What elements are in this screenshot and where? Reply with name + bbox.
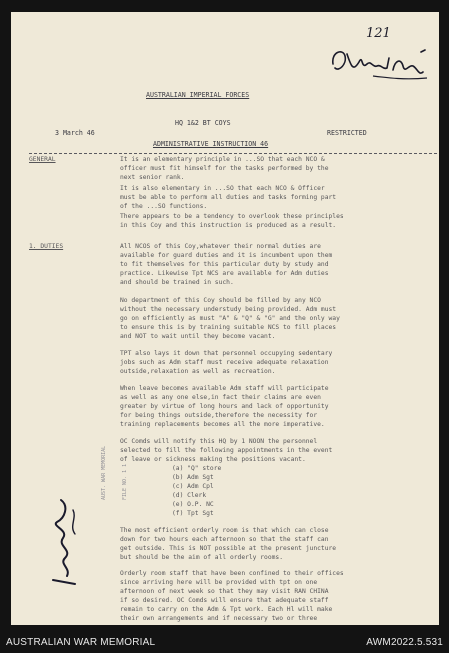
classification: RESTRICTED: [327, 129, 367, 137]
closing-para-2-line-4: if so desired. OC Comds will ensure that adequate staff: [120, 597, 329, 604]
closing-para-1-line-4: but should be the aim of all orderly rooms.: [120, 554, 284, 561]
footer-source: AUSTRALIAN WAR MEMORIAL: [6, 637, 156, 648]
duties-para-2-line-3: go on efficiently as must "A" & "Q" & "G" and the only way: [120, 315, 340, 322]
duties-para-1-line-3: to fit themselves for this particular duty by study and: [120, 261, 329, 268]
stamp-line-2: FILE NO. 1 1: [122, 463, 128, 500]
section-heading-general: GENERAL: [29, 156, 56, 163]
duties-para-3-line-3: outside,relaxation as well as recreation.: [120, 368, 276, 375]
duties-para-2-line-2: without the necessary understudy being provided. Adm must: [120, 306, 337, 313]
duties-para-2-line-1: No department of this Coy should be filled by any NCO: [120, 297, 321, 304]
appointment-e: (e) O.P. NC: [172, 501, 214, 508]
closing-para-2-line-3: afternoon of next week so that they may visit RAN CHINA: [120, 588, 329, 595]
stamp-line-1: AUST. WAR MEMORIAL: [101, 445, 107, 500]
duties-para-4-line-3: greater by virtue of long hours and lack of opportunity: [120, 403, 329, 410]
duties-para-1-line-5: and should be trained in such.: [120, 279, 234, 286]
general-para-2-line-1: It is also elementary in ...SO that each NCO & Officer: [120, 185, 325, 192]
appointment-b: (b) Adm Sgt: [172, 474, 214, 481]
duties-para-3-line-1: TPT also lays it down that personnel occupying sedentary: [120, 350, 333, 357]
appointment-f: (f) Tpt Sgt: [172, 510, 214, 517]
closing-para-2-line-2: since arriving here will be provided with tpt on one: [120, 579, 318, 586]
document-page: [11, 12, 439, 625]
general-para-1-line-1: It is an elementary principle in ...SO that each NCO &: [120, 156, 325, 163]
duties-para-5-line-2: selected to fill the following appointments in the event: [120, 447, 333, 454]
duties-para-2-line-5: and NOT to wait until they become vacant.: [120, 333, 276, 340]
footer-accession: AWM2022.5.531: [366, 637, 443, 648]
general-para-3-line-1: There appears to be a tendency to overlook these principles: [120, 213, 344, 220]
closing-para-1-line-3: get outside. This is NOT possible at the present juncture: [120, 545, 337, 552]
duties-para-4-line-5: training replacements becomes all the more imperative.: [120, 421, 325, 428]
general-para-3-line-2: in this Coy and this instruction is produced as a result.: [120, 222, 337, 229]
appointment-a: (a) "Q" store: [172, 465, 222, 472]
file-number-annotation: 121: [366, 26, 391, 41]
duties-para-5-line-3: of leave or sickness making the positions vacant.: [120, 456, 306, 463]
handwritten-signature-top: [329, 42, 435, 90]
duties-para-3-line-2: jobs such as Adm staff must receive adequate relaxation: [120, 359, 329, 366]
duties-para-4-line-2: as well as any one else,in fact their claims are even: [120, 394, 321, 401]
duties-para-5-line-1: OC Comds will notify this HQ by 1 NOON the personnel: [120, 438, 318, 445]
closing-para-2-line-1: Orderly room staff that have been confined to their offices: [120, 570, 344, 577]
general-para-2-line-3: of the ...SO functions.: [120, 203, 208, 210]
document-subtitle: ADMINISTRATIVE INSTRUCTION 46: [153, 140, 269, 148]
duties-para-4-line-4: for being things outside,therefore the necessity for: [120, 412, 318, 419]
appointment-c: (c) Adm Cpl: [172, 483, 214, 490]
document-date: 3 March 46: [55, 129, 95, 137]
unit-line: HQ 1&2 BT COYS: [175, 119, 231, 127]
section-heading-duties: 1. DUTIES: [29, 243, 64, 250]
document-title: AUSTRALIAN IMPERIAL FORCES: [146, 91, 250, 99]
duties-para-1-line-4: practice. Likewise Tpt NCS are available for Adm duties: [120, 270, 329, 277]
duties-para-2-line-4: to ensure this is by training suitable NCS to fill places: [120, 324, 337, 331]
closing-para-2-line-5: remain to carry on the Adm & Tpt work. Each Hl will make: [120, 606, 333, 613]
general-para-1-line-2: officer must fit himself for the tasks performed by the: [120, 165, 329, 172]
closing-para-1-line-2: down for two hours each afternoon so that the staff can: [120, 536, 329, 543]
general-para-1-line-3: next senior rank.: [120, 174, 185, 181]
handwritten-signature-margin: [43, 496, 85, 592]
closing-para-2-line-6: their own arrangements and if necessary two or three: [120, 615, 318, 622]
closing-para-1-line-1: The most efficient orderly room is that which can close: [120, 527, 329, 534]
duties-para-1-line-1: All NCOS of this Coy,whatever their normal duties are: [120, 243, 321, 250]
appointment-d: (d) Clerk: [172, 492, 207, 499]
header-rule: [29, 153, 437, 154]
general-para-2-line-2: must be able to perform all duties and tasks forming part: [120, 194, 337, 201]
duties-para-1-line-2: available for guard duties and it is incumbent upon them: [120, 252, 333, 259]
duties-para-4-line-1: When leave becomes available Adm staff will participate: [120, 385, 329, 392]
